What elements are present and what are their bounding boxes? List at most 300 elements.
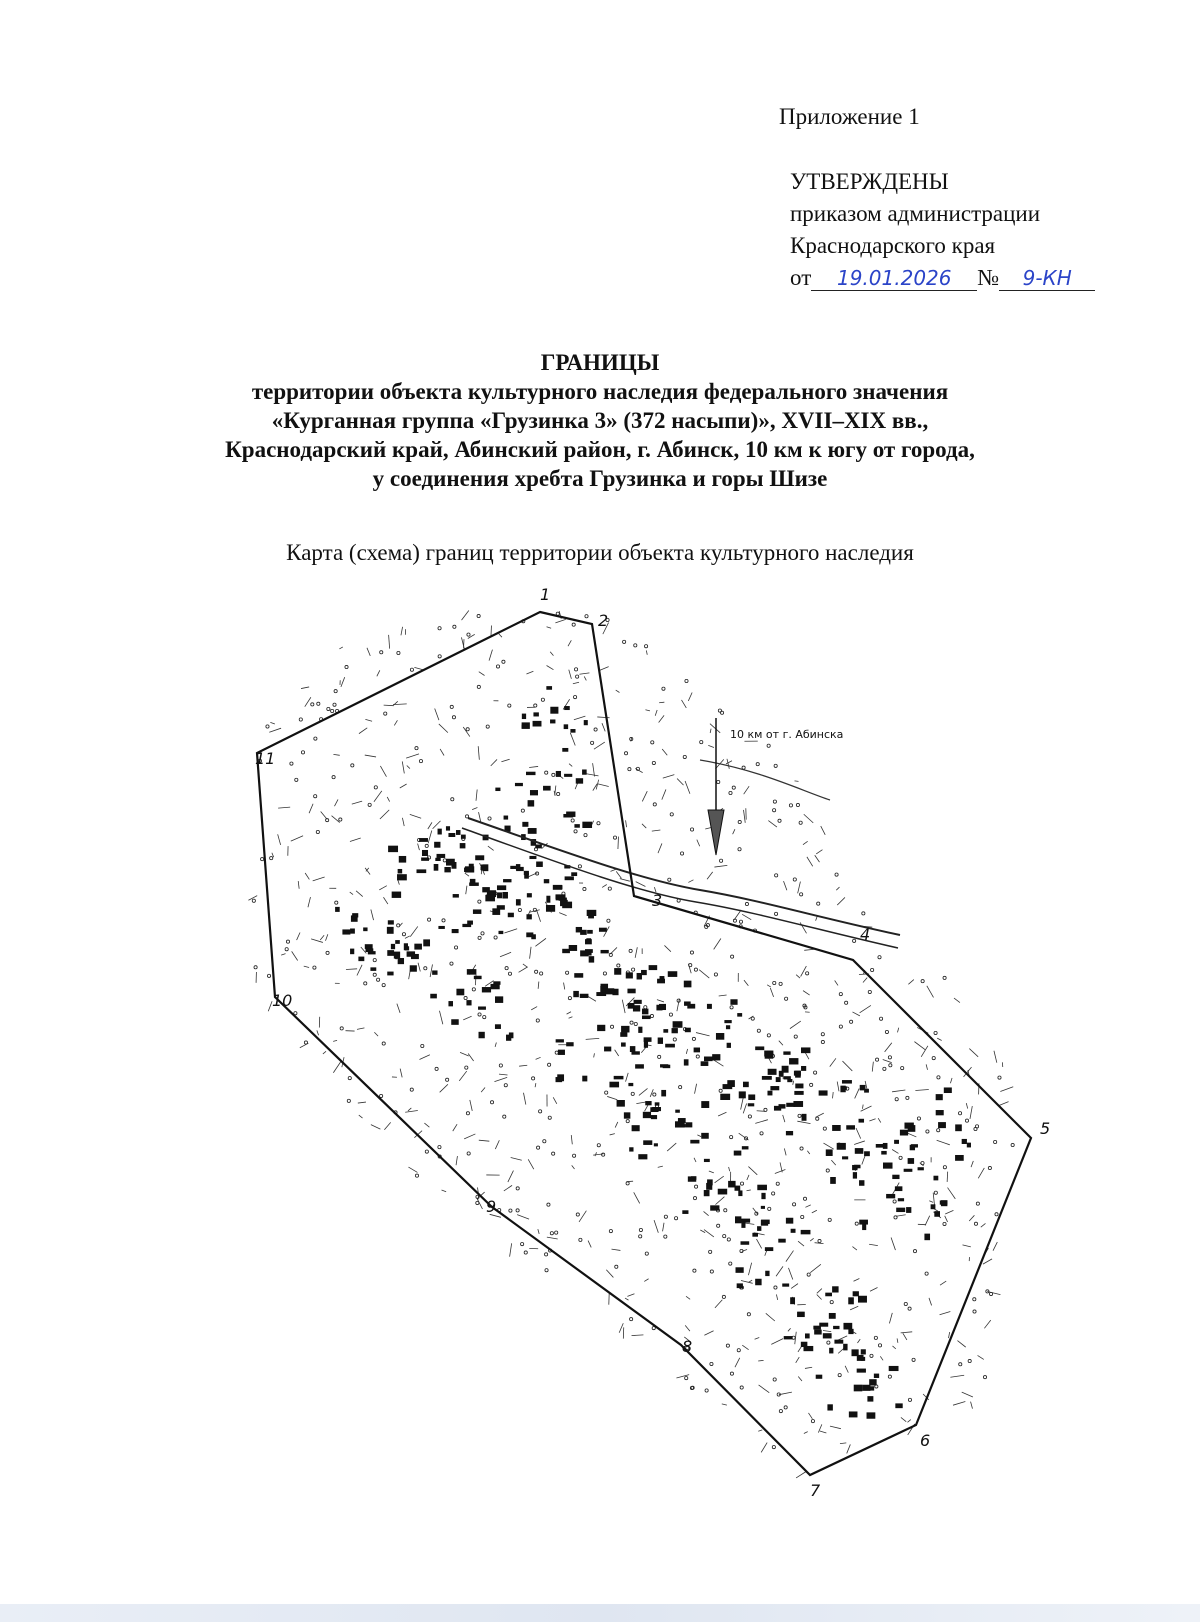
- mound-mark: [404, 943, 408, 950]
- terrain-stroke: [339, 647, 342, 649]
- survey-point: [751, 1017, 754, 1020]
- terrain-stroke: [891, 1238, 895, 1251]
- terrain-stroke: [597, 784, 608, 787]
- terrain-stroke: [742, 1345, 748, 1350]
- mound-mark: [848, 1297, 854, 1304]
- survey-point: [913, 1250, 916, 1253]
- terrain-stroke: [371, 1125, 380, 1130]
- terrain-stroke: [380, 810, 389, 819]
- survey-point: [472, 988, 475, 991]
- mound-mark: [628, 1083, 633, 1086]
- terrain-stroke: [820, 1431, 827, 1433]
- terrain-stroke: [384, 1122, 390, 1129]
- survey-point: [683, 755, 686, 758]
- terrain-stroke: [708, 745, 714, 747]
- mound-mark: [657, 979, 665, 984]
- survey-point: [921, 1162, 924, 1165]
- survey-point: [630, 1021, 633, 1024]
- survey-point: [664, 1215, 667, 1218]
- mound-mark: [422, 850, 428, 856]
- terrain-stroke: [743, 1104, 746, 1114]
- terrain-stroke: [804, 1432, 808, 1434]
- terrain-stroke: [870, 1288, 878, 1292]
- mound-mark: [398, 869, 403, 873]
- mound-mark: [398, 958, 404, 964]
- survey-point: [555, 1231, 558, 1234]
- terrain-stroke: [572, 1165, 575, 1169]
- survey-point: [550, 1232, 553, 1235]
- survey-point: [768, 1207, 771, 1210]
- mound-clusters: [335, 686, 971, 1419]
- terrain-stroke: [334, 799, 338, 806]
- survey-point: [747, 1313, 750, 1316]
- terrain-stroke: [950, 1375, 964, 1377]
- terrain-stroke: [713, 1060, 723, 1067]
- survey-point: [879, 1017, 882, 1020]
- mound-mark: [643, 1140, 652, 1145]
- survey-point: [466, 1112, 469, 1115]
- mound-mark: [638, 1154, 647, 1159]
- mound-mark: [571, 872, 577, 876]
- mound-mark: [801, 1066, 806, 1071]
- survey-point: [348, 1076, 351, 1079]
- survey-point: [450, 962, 453, 965]
- terrain-stroke: [564, 983, 565, 990]
- survey-point: [477, 685, 480, 688]
- mound-mark: [712, 1054, 720, 1060]
- terrain-stroke: [523, 1093, 525, 1105]
- mound-mark: [627, 989, 635, 994]
- survey-point: [435, 1067, 438, 1070]
- survey-point: [723, 1235, 726, 1238]
- survey-point: [693, 1269, 696, 1272]
- terrain-stroke: [547, 627, 552, 628]
- terrain-stroke: [308, 897, 311, 907]
- terrain-stroke: [707, 872, 713, 879]
- mound-mark: [643, 1112, 651, 1118]
- terrain-stroke: [387, 797, 389, 802]
- mound-mark: [350, 949, 354, 955]
- terrain-stroke: [817, 1294, 822, 1299]
- terrain-stroke: [571, 1135, 572, 1144]
- survey-point: [724, 1209, 727, 1212]
- survey-point: [451, 798, 454, 801]
- survey-point: [730, 1135, 733, 1138]
- mound-mark: [767, 1091, 772, 1096]
- survey-point: [680, 852, 683, 855]
- mound-mark: [529, 856, 536, 859]
- terrain-stroke: [758, 1360, 763, 1361]
- terrain-stroke: [914, 1042, 925, 1050]
- survey-point: [645, 1252, 648, 1255]
- terrain-stroke: [803, 841, 808, 844]
- mound-mark: [597, 1025, 605, 1031]
- survey-point: [925, 1272, 928, 1275]
- mound-mark: [678, 1124, 685, 1127]
- terrain-stroke: [697, 1135, 701, 1137]
- mound-mark: [755, 1046, 764, 1050]
- mound-mark: [388, 920, 394, 924]
- survey-point: [775, 874, 778, 877]
- mound-mark: [599, 928, 607, 932]
- survey-point: [943, 976, 946, 979]
- mound-mark: [596, 992, 606, 996]
- terrain-stroke: [504, 929, 517, 933]
- mound-mark: [682, 1210, 688, 1214]
- mound-mark: [456, 830, 461, 835]
- heading-title: ГРАНИЦЫ: [540, 350, 660, 375]
- survey-point: [545, 1269, 548, 1272]
- survey-point: [650, 1014, 653, 1017]
- terrain-stroke: [950, 1078, 952, 1083]
- terrain-stroke: [414, 667, 423, 669]
- survey-point: [317, 702, 320, 705]
- heading-line-3: Краснодарский край, Абинский район, г. Абинск, 10 км к югу от города,: [225, 437, 975, 462]
- survey-point: [853, 939, 856, 942]
- mound-mark: [918, 1167, 924, 1170]
- terrain-stroke: [816, 850, 822, 854]
- survey-point: [821, 1040, 824, 1043]
- mound-mark: [456, 989, 464, 996]
- heading-line-4: у соединения хребта Грузинка и горы Шизе: [372, 466, 828, 491]
- survey-point: [994, 1140, 997, 1143]
- mound-mark: [621, 1026, 629, 1033]
- terrain-stroke: [788, 1268, 792, 1280]
- mound-mark: [858, 1296, 867, 1303]
- terrain-stroke: [535, 938, 546, 946]
- terrain-stroke: [465, 873, 469, 876]
- mound-mark: [494, 985, 498, 988]
- survey-point: [425, 844, 428, 847]
- mound-mark: [710, 1205, 719, 1210]
- survey-point: [740, 1182, 743, 1185]
- terrain-stroke: [495, 1140, 499, 1149]
- survey-point: [868, 990, 871, 993]
- survey-point: [632, 968, 635, 971]
- survey-point: [895, 1098, 898, 1101]
- survey-point: [801, 1215, 804, 1218]
- terrain-stroke: [622, 1000, 625, 1013]
- survey-point: [541, 698, 544, 701]
- survey-point: [347, 1099, 350, 1102]
- terrain-stroke: [889, 1313, 892, 1324]
- terrain-stroke: [766, 1313, 775, 1321]
- survey-point: [726, 1344, 729, 1347]
- survey-point: [835, 873, 838, 876]
- survey-point: [384, 712, 387, 715]
- survey-point: [477, 614, 480, 617]
- mound-mark: [650, 1107, 658, 1112]
- terrain-stroke: [526, 671, 533, 674]
- terrain-stroke: [747, 1190, 751, 1191]
- mound-mark: [704, 1159, 710, 1162]
- mound-mark: [621, 1042, 626, 1046]
- survey-point: [827, 1341, 830, 1344]
- survey-point: [932, 1056, 935, 1059]
- terrain-stroke: [747, 1175, 749, 1180]
- survey-point: [652, 761, 655, 764]
- survey-point: [685, 1376, 688, 1379]
- mound-mark: [582, 769, 587, 774]
- survey-point: [906, 1096, 909, 1099]
- mound-mark: [473, 909, 481, 913]
- mound-mark: [739, 1091, 746, 1098]
- mound-mark: [497, 905, 505, 909]
- mound-mark: [358, 957, 364, 962]
- mound-mark: [895, 1403, 902, 1408]
- terrain-stroke: [892, 1346, 895, 1349]
- survey-point: [973, 1298, 976, 1301]
- mound-mark: [527, 893, 532, 897]
- terrain-stroke: [786, 1251, 794, 1262]
- survey-point: [965, 1119, 968, 1122]
- survey-point: [313, 966, 316, 969]
- survey-point: [603, 972, 606, 975]
- terrain-stroke: [681, 700, 686, 708]
- terrain-stroke: [796, 1471, 807, 1478]
- mound-mark: [564, 774, 572, 777]
- terrain-stroke: [947, 1172, 948, 1182]
- terrain-stroke: [758, 1430, 762, 1431]
- mound-mark: [659, 1004, 666, 1010]
- terrain-stroke: [654, 1220, 658, 1233]
- mound-mark: [862, 1385, 870, 1391]
- terrain-stroke: [645, 710, 650, 711]
- survey-point: [850, 1020, 853, 1023]
- terrain-stroke: [538, 982, 539, 989]
- survey-point: [602, 1153, 605, 1156]
- mound-mark: [765, 1271, 769, 1276]
- terrain-stroke: [304, 966, 309, 967]
- terrain-stroke: [755, 1338, 760, 1340]
- survey-point: [673, 1038, 676, 1041]
- terrain-stroke: [636, 882, 646, 887]
- terrain-stroke: [341, 677, 345, 687]
- mound-mark: [503, 879, 511, 882]
- terrain-stroke: [812, 1210, 817, 1213]
- terrain-stroke: [770, 988, 773, 997]
- terrain-stroke: [652, 830, 661, 831]
- terrain-stroke: [610, 1134, 615, 1135]
- terrain-stroke: [567, 1012, 571, 1014]
- mound-mark: [840, 1086, 845, 1093]
- survey-point: [536, 1019, 539, 1022]
- mound-mark: [515, 783, 523, 786]
- mound-mark: [801, 1047, 810, 1053]
- survey-point: [690, 828, 693, 831]
- mound-mark: [585, 949, 593, 953]
- survey-point: [316, 830, 319, 833]
- terrain-stroke: [440, 749, 444, 756]
- survey-point: [921, 980, 924, 983]
- terrain-stroke: [433, 821, 441, 829]
- survey-point: [467, 633, 470, 636]
- mound-mark: [642, 1009, 648, 1015]
- survey-point: [800, 1147, 803, 1150]
- survey-point: [478, 1013, 481, 1016]
- terrain-stroke: [892, 1149, 898, 1153]
- survey-point: [552, 773, 555, 776]
- mound-mark: [684, 981, 692, 988]
- terrain-stroke: [714, 938, 721, 949]
- mound-mark: [967, 1143, 971, 1148]
- terrain-stroke: [983, 1259, 992, 1264]
- survey-point: [839, 993, 842, 996]
- mound-mark: [528, 800, 535, 806]
- terrain-stroke: [710, 724, 720, 733]
- mound-mark: [883, 1143, 888, 1149]
- terrain-stroke: [586, 1038, 600, 1039]
- survey-point: [803, 1197, 806, 1200]
- survey-point: [821, 1033, 824, 1036]
- survey-point: [717, 1224, 720, 1227]
- terrain-stroke: [494, 1077, 507, 1081]
- terrain-stroke: [810, 1238, 814, 1241]
- terrain-stroke: [940, 1312, 951, 1315]
- terrain-stroke: [428, 831, 432, 844]
- survey-point: [608, 887, 611, 890]
- mound-mark: [720, 1094, 730, 1100]
- mound-mark: [707, 1004, 712, 1009]
- survey-point: [874, 1336, 877, 1339]
- terrain-stroke: [462, 610, 469, 620]
- terrain-stroke: [619, 1323, 623, 1333]
- heading-line-1: территории объекта культурного наследия федерального значения: [251, 379, 949, 404]
- survey-point: [767, 744, 770, 747]
- survey-point: [968, 1359, 971, 1362]
- survey-point: [311, 703, 314, 706]
- survey-point: [335, 901, 338, 904]
- survey-point: [594, 728, 597, 731]
- mound-mark: [504, 816, 509, 820]
- mound-mark: [649, 965, 658, 970]
- mound-mark: [660, 1064, 668, 1067]
- survey-point: [908, 1398, 911, 1401]
- mound-mark: [535, 844, 542, 848]
- terrain-stroke: [798, 1241, 804, 1246]
- terrain-stroke: [897, 1338, 898, 1342]
- terrain-stroke: [854, 1278, 860, 1281]
- terrain-stroke: [929, 1201, 933, 1203]
- mound-mark: [765, 1247, 773, 1251]
- terrain-stroke: [459, 1071, 467, 1081]
- terrain-stroke: [384, 705, 394, 706]
- survey-point: [774, 764, 777, 767]
- survey-point: [613, 836, 616, 839]
- survey-point: [543, 1140, 546, 1143]
- mound-mark: [690, 1140, 699, 1144]
- terrain-stroke: [715, 1197, 724, 1205]
- survey-point: [438, 1146, 441, 1149]
- mound-mark: [934, 1211, 940, 1217]
- survey-point: [476, 1201, 479, 1204]
- terrain-stroke: [358, 1102, 366, 1103]
- mound-mark: [805, 1333, 810, 1338]
- mound-mark: [933, 1176, 938, 1181]
- terrain-stroke: [401, 627, 403, 636]
- mound-mark: [853, 1291, 859, 1296]
- terrain-stroke: [663, 775, 675, 779]
- terrain-stroke: [333, 1062, 340, 1073]
- mound-mark: [829, 1313, 836, 1319]
- terrain-stroke: [739, 1133, 749, 1140]
- mound-mark: [566, 1042, 573, 1046]
- terrain-stroke: [478, 746, 479, 760]
- mound-mark: [342, 929, 350, 934]
- survey-point: [334, 690, 337, 693]
- terrain-stroke: [481, 1088, 485, 1093]
- terrain-stroke: [962, 1392, 973, 1397]
- survey-point: [373, 959, 376, 962]
- terrain-stroke: [883, 1060, 892, 1063]
- mound-mark: [663, 1029, 668, 1033]
- survey-point: [644, 1006, 647, 1009]
- survey-point: [481, 932, 484, 935]
- mound-mark: [832, 1286, 838, 1292]
- terrain-stroke: [320, 935, 324, 940]
- survey-point: [419, 760, 422, 763]
- mound-mark: [620, 1032, 627, 1037]
- survey-point: [524, 1251, 527, 1254]
- terrain-stroke: [927, 986, 934, 998]
- terrain-stroke: [981, 1223, 986, 1227]
- terrain-stroke: [788, 1328, 791, 1331]
- boundary-point-labels: [255, 585, 1050, 1500]
- mound-mark: [601, 950, 609, 953]
- terrain-stroke: [854, 1141, 865, 1145]
- terrain-stroke: [833, 1092, 834, 1098]
- survey-point: [397, 924, 400, 927]
- terrain-stroke: [530, 947, 531, 959]
- terrain-stroke: [805, 1052, 809, 1059]
- mound-mark: [569, 945, 577, 951]
- survey-point: [773, 809, 776, 812]
- terrain-stroke: [593, 763, 595, 776]
- terrain-stroke: [823, 1331, 831, 1332]
- terrain-stroke: [857, 1339, 860, 1343]
- survey-point: [937, 1129, 940, 1132]
- survey-point: [382, 1042, 385, 1045]
- mound-mark: [395, 940, 400, 944]
- terrain-stroke: [477, 1199, 482, 1209]
- terrain-stroke: [933, 1193, 934, 1205]
- terrain-stroke: [489, 650, 492, 661]
- terrain-stroke: [607, 1096, 617, 1099]
- terrain-stroke: [970, 1106, 972, 1119]
- terrain-stroke: [945, 1216, 948, 1222]
- terrain-stroke: [901, 1417, 906, 1421]
- terrain-stroke: [488, 846, 494, 850]
- mound-mark: [778, 1239, 785, 1243]
- mound-mark: [955, 1155, 964, 1161]
- survey-point: [878, 1344, 881, 1347]
- survey-point: [584, 834, 587, 837]
- terrain-stroke: [389, 635, 390, 649]
- survey-point: [806, 972, 809, 975]
- mound-mark: [482, 887, 490, 892]
- survey-point: [760, 1132, 763, 1135]
- terrain-stroke: [765, 1251, 767, 1256]
- terrain-stroke: [468, 1053, 473, 1061]
- terrain-stroke: [805, 1205, 810, 1207]
- terrain-stroke: [588, 1241, 591, 1248]
- mound-mark: [495, 788, 500, 791]
- terrain-stroke: [570, 733, 575, 746]
- survey-point: [299, 718, 302, 721]
- terrain-stroke: [569, 670, 572, 679]
- mound-mark: [399, 856, 406, 863]
- mound-mark: [938, 1122, 946, 1128]
